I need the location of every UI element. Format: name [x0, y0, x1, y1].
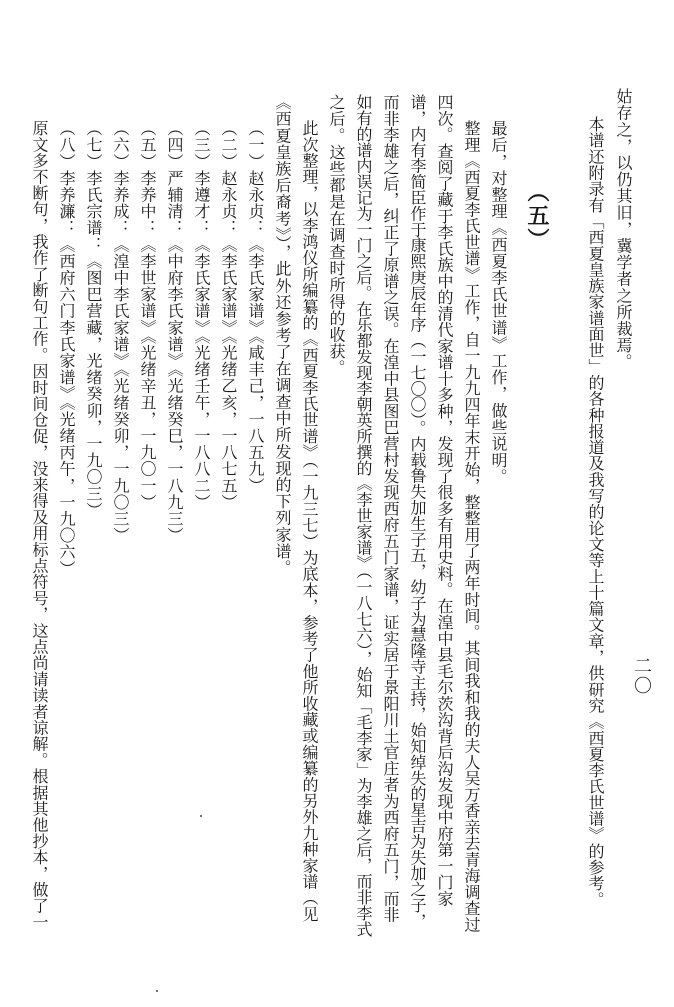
- genealogy-item: （三）李遵才：《李氏家谱》《光绪壬午，一八八二）: [192, 120, 211, 511]
- genealogy-item: （二）赵永贞：《李氏家谱》《光绪乙亥，一八七五）: [219, 120, 238, 511]
- genealogy-item: （四）严辅清：《中府李氏家谱》《光绪癸巳，一八九三）: [165, 120, 184, 544]
- body-line-9: 《西夏皇族后裔考》），此外还参考了在调查中所发现的下列家谱。: [273, 94, 292, 576]
- page-number: 二〇: [631, 656, 652, 696]
- genealogy-item: （七）李氏宗谱：《图巴营藏，光绪癸卯，一九〇三）: [84, 120, 103, 519]
- body-line-4: 谱，内有李简臣作于康熙庚辰年序（一七〇〇）。内载鲁失加生子五，幼子为慧隆寺主持，始知绰失的星吉为失加之子，: [408, 94, 427, 929]
- body-line-6: 如有的谱内误记为一门之后。在乐都发现李朝英所撰的《李世家谱》（一八七六），始知「毛李家」为李雄之后，而非李式: [354, 94, 373, 937]
- intro-line-2: 本谱还附录有「西夏皇族家谱面世」的各种报道及我写的论文等上十篇文章，供研究《西夏李氏世谱》的参考。: [586, 116, 605, 908]
- genealogy-item: （一）赵永贞：《李氏家谱》《咸丰己，一八五九）: [246, 120, 265, 494]
- print-speck: [156, 990, 158, 992]
- intro-line-1: 姑存之，以仍其旧，冀学者之所裁焉。: [614, 88, 633, 371]
- body-line-7: 之后。这些都是在调查时所得的收获。: [327, 94, 346, 377]
- body-line-8: 此次整理，以李鸿仪所编纂的《西夏李氏世谱》（一九三七）为底本，参考了他所收藏或编纂的另外九种家谱（见: [300, 120, 319, 922]
- body-line-5: 而非李雄之后，纠正了原谱之误。在湟中县图巴营村发现西府五门家谱，证实居于景阳川土官庄者为西府五门，而非: [381, 94, 400, 923]
- genealogy-item: （五）李养中：《李世家谱》《光绪辛丑，一九〇一）: [138, 120, 157, 511]
- closing-line: 原文多不断句，我作了断句工作。因时间仓促，没来得及用标点符号，这点尚请读者谅解。根据其他抄本，做了一: [30, 120, 49, 930]
- body-line-2: 整理《西夏李氏世谱》工作，自一九九四年末开始，整整用了两年时间。其间我和我的夫人吴万香亲去青海调查过: [462, 120, 481, 933]
- section-heading: （五）: [524, 180, 550, 252]
- body-line-1: 最后，对整理《西夏李氏世谱》工作，做些说明。: [489, 120, 508, 486]
- print-speck: [200, 815, 202, 817]
- genealogy-item: （六）李养成：《湟中李氏家谱》《光绪癸卯，一九〇三）: [111, 120, 130, 544]
- genealogy-item: （八）李养濂：《西府六门李氏家谱》《光绪丙午，一九〇六）: [57, 120, 76, 577]
- body-line-3: 四次。查阅了藏于李氏族中的清代家谱十多种，发现了很多有用史料。在湟中县毛尔茨沟背后沟发现中府第一门家: [435, 94, 454, 907]
